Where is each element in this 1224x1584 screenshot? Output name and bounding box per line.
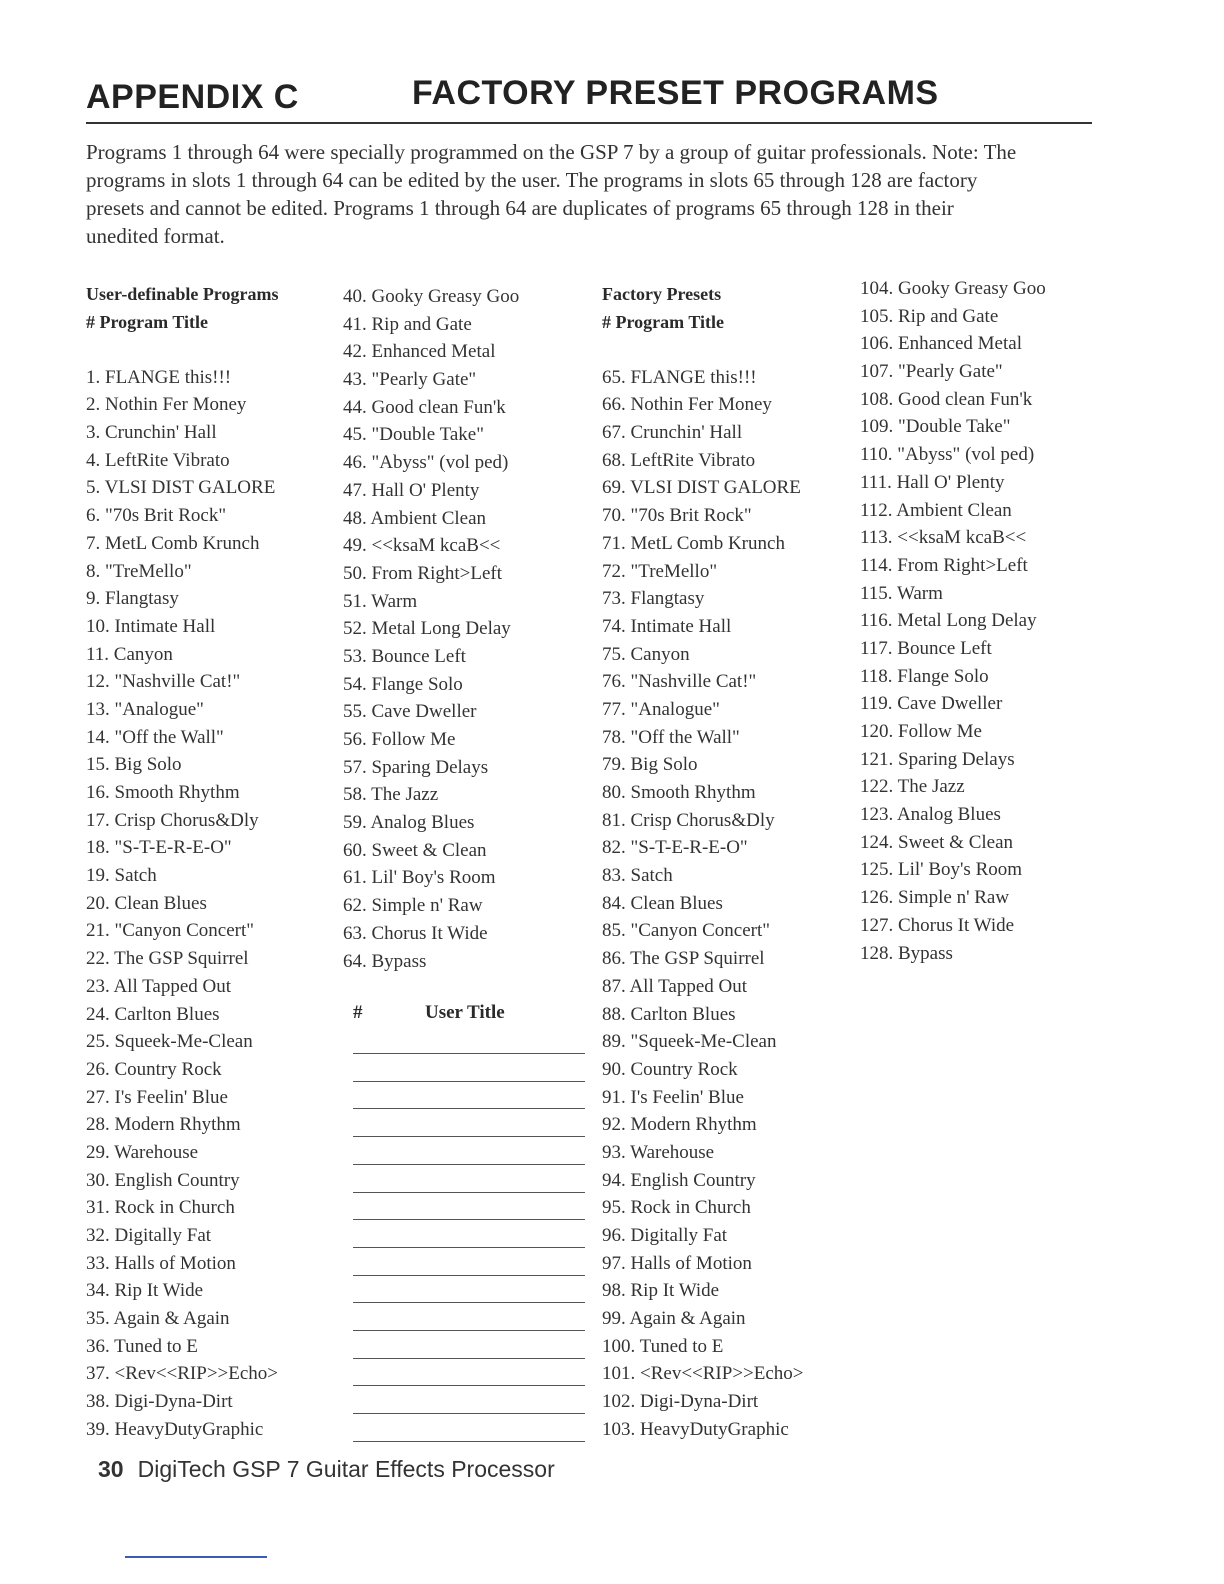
program-item: 13. "Analogue" bbox=[86, 698, 204, 720]
program-item: 97. Halls of Motion bbox=[602, 1252, 752, 1274]
program-item: 50. From Right>Left bbox=[343, 562, 503, 584]
program-item: 12. "Nashville Cat!" bbox=[86, 671, 241, 693]
user-programs-heading: User-definable Programs bbox=[86, 284, 279, 304]
program-item: 70. "70s Brit Rock" bbox=[602, 505, 752, 527]
program-item: 16. Smooth Rhythm bbox=[86, 782, 240, 803]
program-item: 27. I's Feelin' Blue bbox=[86, 1086, 228, 1108]
program-item: 24. Carlton Blues bbox=[86, 1003, 220, 1025]
user-title-label: User Title bbox=[425, 1002, 505, 1023]
page-footer bbox=[98, 1456, 555, 1483]
program-item: 72. "TreMello" bbox=[602, 560, 718, 582]
program-item: 103. HeavyDutyGraphic bbox=[602, 1418, 789, 1440]
program-item: 96. Digitally Fat bbox=[602, 1225, 728, 1246]
program-item: 29. Warehouse bbox=[86, 1141, 199, 1163]
program-item: 98. Rip It Wide bbox=[602, 1280, 720, 1302]
program-item: 59. Analog Blues bbox=[343, 812, 475, 834]
user-title-blank-line bbox=[353, 1108, 585, 1109]
program-item: 38. Digi-Dyna-Dirt bbox=[86, 1391, 233, 1413]
program-item: 127. Chorus It Wide bbox=[860, 914, 1015, 936]
user-title-blank-line bbox=[353, 1275, 585, 1276]
program-item: 35. Again & Again bbox=[86, 1308, 230, 1330]
program-item: 123. Analog Blues bbox=[860, 804, 1001, 826]
program-item: 115. Warm bbox=[860, 582, 943, 604]
footer-text: DigiTech GSP 7 Guitar Effects Processor bbox=[137, 1456, 555, 1482]
program-item: 49. <<ksaM kcaB<< bbox=[343, 535, 501, 557]
program-item: 117. Bounce Left bbox=[860, 637, 992, 659]
program-item: 71. MetL Comb Krunch bbox=[602, 532, 785, 554]
program-item: 69. VLSI DIST GALORE bbox=[602, 477, 801, 499]
program-item: 46. "Abyss" (vol ped) bbox=[343, 452, 509, 474]
factory-presets-column bbox=[602, 280, 852, 1444]
program-item: 10. Intimate Hall bbox=[86, 615, 216, 637]
program-item: 110. "Abyss" (vol ped) bbox=[860, 444, 1035, 466]
program-item: 5. VLSI DIST GALORE bbox=[86, 477, 276, 499]
user-title-blank-line bbox=[353, 1385, 585, 1386]
user-title-blank-line bbox=[353, 1441, 585, 1442]
user-programs-column-2 bbox=[343, 283, 583, 975]
user-programs-column bbox=[86, 280, 336, 1444]
user-title-blank-line bbox=[353, 1192, 585, 1193]
program-item: 124. Sweet & Clean bbox=[860, 831, 1014, 853]
program-item: 26. Country Rock bbox=[86, 1058, 222, 1080]
program-item: 54. Flange Solo bbox=[343, 673, 463, 695]
user-title-blank-line bbox=[353, 1053, 585, 1054]
program-item: 15. Big Solo bbox=[86, 754, 182, 776]
program-item: 37. <Rev<<RIP>>Echo> bbox=[86, 1363, 279, 1385]
intro-paragraph: Programs 1 through 64 were specially programmed on the GSP 7 by a group of guitar professionals. Note: The programs in slots 1 through 64 can be edited by the user. The programs in slots 65 through 128 are factory presets and cannot be edited. Programs 1 through 64 are duplicates of programs 65 through 128 in their unedited format. bbox=[86, 140, 1017, 248]
program-item: 92. Modern Rhythm bbox=[602, 1114, 757, 1136]
program-item: 121. Sparing Delays bbox=[860, 748, 1015, 770]
program-item: 90. Country Rock bbox=[602, 1058, 738, 1080]
user-title-blank-line bbox=[353, 1136, 585, 1137]
program-item: 85. "Canyon Concert" bbox=[602, 920, 771, 942]
program-item: 41. Rip and Gate bbox=[343, 313, 472, 335]
program-item: 118. Flange Solo bbox=[860, 665, 989, 687]
program-item: 100. Tuned to E bbox=[602, 1335, 724, 1357]
program-item: 53. Bounce Left bbox=[343, 645, 466, 667]
program-item: 76. "Nashville Cat!" bbox=[602, 671, 757, 693]
program-item: 55. Cave Dweller bbox=[343, 701, 477, 723]
user-title-blank-line bbox=[353, 1413, 585, 1414]
user-programs-list bbox=[86, 364, 336, 1444]
program-item: 95. Rock in Church bbox=[602, 1197, 751, 1219]
program-item: 106. Enhanced Metal bbox=[860, 333, 1022, 355]
program-item: 33. Halls of Motion bbox=[86, 1252, 236, 1274]
program-item: 8. "TreMello" bbox=[86, 560, 192, 582]
program-item: 39. HeavyDutyGraphic bbox=[86, 1418, 264, 1440]
program-item: 83. Satch bbox=[602, 865, 673, 887]
program-item: 116. Metal Long Delay bbox=[860, 610, 1037, 632]
program-item: 42. Enhanced Metal bbox=[343, 341, 496, 363]
program-item: 75. Canyon bbox=[602, 643, 690, 665]
program-item: 101. <Rev<<RIP>>Echo> bbox=[602, 1363, 804, 1385]
user-title-hash: # bbox=[353, 1002, 363, 1023]
program-item: 7. MetL Comb Krunch bbox=[86, 532, 260, 554]
program-item: 19. Satch bbox=[86, 865, 157, 887]
program-item: 107. "Pearly Gate" bbox=[860, 361, 1003, 383]
program-item: 28. Modern Rhythm bbox=[86, 1114, 241, 1136]
program-item: 58. The Jazz bbox=[343, 784, 439, 806]
program-item: 82. "S-T-E-R-E-O" bbox=[602, 837, 748, 859]
program-item: 65. FLANGE this!!! bbox=[602, 366, 757, 388]
program-item: 43. "Pearly Gate" bbox=[343, 369, 477, 391]
program-item: 30. English Country bbox=[86, 1169, 240, 1191]
header-rule bbox=[86, 122, 1092, 124]
program-item: 68. LeftRite Vibrato bbox=[602, 449, 756, 471]
program-item: 45. "Double Take" bbox=[343, 424, 484, 446]
program-item: 89. "Squeek-Me-Clean bbox=[602, 1031, 777, 1053]
user-title-blank-line bbox=[353, 1219, 585, 1220]
program-item: 114. From Right>Left bbox=[860, 554, 1028, 576]
program-item: 18. "S-T-E-R-E-O" bbox=[86, 837, 232, 859]
program-item: 113. <<ksaM kcaB<< bbox=[860, 527, 1027, 549]
program-item: 104. Gooky Greasy Goo bbox=[860, 278, 1046, 299]
program-item: 52. Metal Long Delay bbox=[343, 618, 511, 640]
program-item: 84. Clean Blues bbox=[602, 892, 723, 914]
program-item: 99. Again & Again bbox=[602, 1308, 746, 1330]
program-item: 105. Rip and Gate bbox=[860, 305, 999, 327]
program-item: 86. The GSP Squirrel bbox=[602, 948, 765, 970]
program-item: 87. All Tapped Out bbox=[602, 975, 748, 997]
program-item: 14. "Off the Wall" bbox=[86, 726, 224, 748]
factory-presets-heading: Factory Presets bbox=[602, 284, 722, 304]
program-item: 51. Warm bbox=[343, 590, 418, 612]
program-item: 34. Rip It Wide bbox=[86, 1280, 204, 1302]
program-item: 47. Hall O' Plenty bbox=[343, 479, 480, 501]
program-item: 61. Lil' Boy's Room bbox=[343, 867, 496, 889]
program-item: 119. Cave Dweller bbox=[860, 693, 1003, 715]
program-item: 31. Rock in Church bbox=[86, 1197, 235, 1219]
program-item: 17. Crisp Chorus&Dly bbox=[86, 809, 259, 831]
program-item: 22. The GSP Squirrel bbox=[86, 948, 249, 970]
program-item: 111. Hall O' Plenty bbox=[860, 471, 1005, 493]
program-item: 20. Clean Blues bbox=[86, 892, 207, 914]
factory-presets-column-2 bbox=[860, 275, 1100, 967]
program-item: 48. Ambient Clean bbox=[343, 507, 487, 529]
program-item: 80. Smooth Rhythm bbox=[602, 782, 756, 803]
program-item: 122. The Jazz bbox=[860, 776, 965, 798]
program-item: 21. "Canyon Concert" bbox=[86, 920, 255, 942]
user-title-blank-line bbox=[353, 1302, 585, 1303]
program-item: 120. Follow Me bbox=[860, 721, 982, 742]
program-item: 44. Good clean Fun'k bbox=[343, 396, 506, 418]
program-item: 125. Lil' Boy's Room bbox=[860, 859, 1023, 881]
factory-presets-list bbox=[602, 364, 852, 1444]
user-title-blank-line bbox=[353, 1247, 585, 1248]
program-item: 102. Digi-Dyna-Dirt bbox=[602, 1391, 759, 1413]
program-item: 3. Crunchin' Hall bbox=[86, 422, 217, 444]
user-title-blank-line bbox=[353, 1330, 585, 1331]
user-title-blank-line bbox=[353, 1164, 585, 1165]
program-item: 81. Crisp Chorus&Dly bbox=[602, 809, 775, 831]
page-title: FACTORY PRESET PROGRAMS bbox=[412, 74, 939, 112]
program-item: 88. Carlton Blues bbox=[602, 1003, 736, 1025]
program-item: 25. Squeek-Me-Clean bbox=[86, 1031, 253, 1053]
program-item: 94. English Country bbox=[602, 1169, 756, 1191]
program-item: 62. Simple n' Raw bbox=[343, 895, 483, 917]
factory-presets-list-2 bbox=[860, 275, 1100, 967]
program-item: 32. Digitally Fat bbox=[86, 1225, 212, 1246]
program-item: 6. "70s Brit Rock" bbox=[86, 505, 227, 527]
user-title-blank-line bbox=[353, 1081, 585, 1082]
user-programs-subheading: # Program Title bbox=[86, 312, 208, 332]
program-item: 23. All Tapped Out bbox=[86, 975, 232, 997]
user-title-blank-line bbox=[353, 1358, 585, 1359]
program-item: 64. Bypass bbox=[343, 950, 427, 972]
program-item: 63. Chorus It Wide bbox=[343, 922, 488, 944]
program-item: 1. FLANGE this!!! bbox=[86, 366, 232, 388]
program-item: 60. Sweet & Clean bbox=[343, 839, 487, 861]
program-item: 36. Tuned to E bbox=[86, 1335, 198, 1357]
page-header bbox=[86, 74, 1092, 120]
program-item: 57. Sparing Delays bbox=[343, 756, 489, 778]
program-item: 4. LeftRite Vibrato bbox=[86, 449, 230, 471]
program-item: 91. I's Feelin' Blue bbox=[602, 1086, 744, 1108]
program-item: 109. "Double Take" bbox=[860, 416, 1011, 438]
program-item: 78. "Off the Wall" bbox=[602, 726, 740, 748]
program-item: 56. Follow Me bbox=[343, 729, 456, 750]
program-item: 73. Flangtasy bbox=[602, 588, 705, 610]
program-item: 67. Crunchin' Hall bbox=[602, 422, 743, 444]
program-item: 66. Nothin Fer Money bbox=[602, 394, 772, 416]
program-item: 126. Simple n' Raw bbox=[860, 887, 1010, 909]
bottom-mark bbox=[125, 1556, 267, 1558]
user-programs-list-2 bbox=[343, 283, 583, 975]
appendix-label: APPENDIX C bbox=[86, 78, 299, 116]
program-item: 77. "Analogue" bbox=[602, 698, 720, 720]
program-item: 2. Nothin Fer Money bbox=[86, 394, 247, 416]
program-item: 40. Gooky Greasy Goo bbox=[343, 286, 520, 307]
program-item: 74. Intimate Hall bbox=[602, 615, 732, 637]
program-item: 11. Canyon bbox=[86, 643, 173, 665]
program-item: 108. Good clean Fun'k bbox=[860, 388, 1033, 410]
program-item: 112. Ambient Clean bbox=[860, 499, 1012, 521]
program-item: 93. Warehouse bbox=[602, 1141, 715, 1163]
page-number: 30 bbox=[98, 1456, 124, 1482]
program-item: 128. Bypass bbox=[860, 942, 953, 964]
program-item: 9. Flangtasy bbox=[86, 588, 179, 610]
factory-presets-subheading: # Program Title bbox=[602, 312, 724, 332]
program-item: 79. Big Solo bbox=[602, 754, 698, 776]
